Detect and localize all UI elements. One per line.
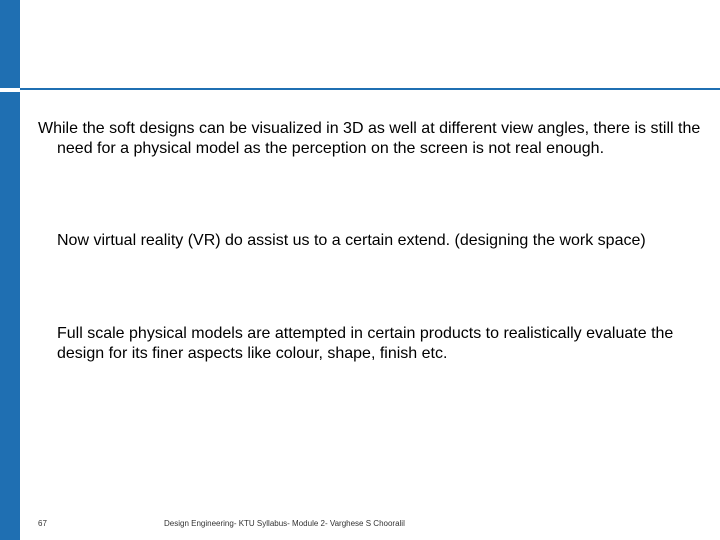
footer-text: Design Engineering- KTU Syllabus- Module 2- Varghese S Chooralil (164, 519, 405, 528)
paragraph-virtual-reality: Now virtual reality (VR) do assist us to a certain extend. (designing the work space) (57, 232, 646, 249)
left-accent-bar-bottom (0, 92, 20, 540)
paragraph-physical-models: Full scale physical models are attempted in certain products to realistically evaluate the design for its finer aspects like colour, shape, finish etc. (57, 325, 674, 362)
header-divider-line (20, 88, 720, 90)
paragraph-soft-designs: While the soft designs can be visualized in 3D as well at different view angles, there is still the need for a physical model as the perception on the screen is not real enough. (38, 120, 701, 157)
left-accent-bar-top (0, 0, 20, 88)
slide-number: 67 (38, 519, 47, 528)
